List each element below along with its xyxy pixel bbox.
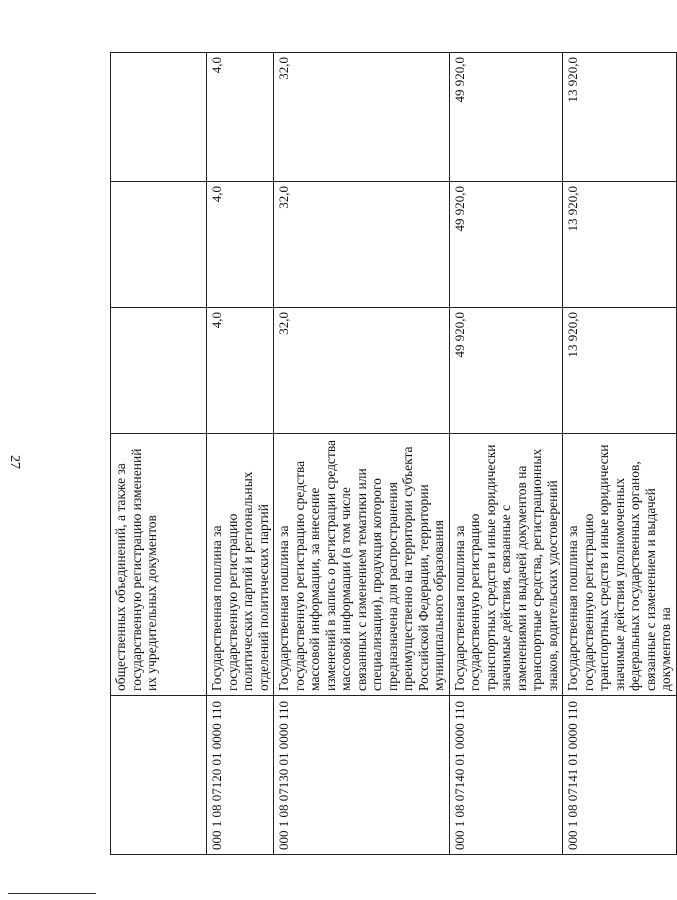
value-cell-2 <box>111 182 207 308</box>
value-cell-3: 49 920,0 <box>449 53 563 182</box>
description-cell: Государственная пошлина за государственную регистрацию политических партий и региональных отделений политических партий <box>207 434 274 696</box>
value-cell-1 <box>111 308 207 434</box>
value-cell-1: 32,0 <box>274 308 450 434</box>
value-cell-1: 4,0 <box>207 308 274 434</box>
budget-code-cell: 000 1 08 07140 01 0000 110 <box>449 696 563 855</box>
value-cell-2: 13 920,0 <box>563 182 677 308</box>
footer-rule <box>8 893 96 894</box>
description-cell: Государственная пошлина за государственную регистрацию транспортных средств и иные юридически значимые действия, связанные с изменениями и выдачей документов на транспортные средства, регистрационных знаков, водительских удостоверений <box>449 434 563 696</box>
description-cell: Государственная пошлина за государственную регистрацию транспортных средств и иные юридически значимые действия уполномоченных федеральных государственных органов, связанные с изменением и выдачей документов на <box>563 434 677 696</box>
value-cell-3: 32,0 <box>274 53 450 182</box>
rotated-table-container <box>110 57 673 855</box>
table-row <box>274 53 450 855</box>
budget-code-cell: 000 1 08 07141 01 0000 110 <box>563 696 677 855</box>
page-number: 27 <box>7 455 22 469</box>
value-cell-3: 13 920,0 <box>563 53 677 182</box>
description-cell: Государственная пошлина за государственную регистрацию средства массовой информации, за внесение изменений в запись о регистрации средства массовой информации (в том числе связанных с изменением тематики или специализации), продукция которого предназначена для распространения преимущественно на территории субъекта Российской Федерации, территории муниципального образования <box>274 434 450 696</box>
budget-code-cell: 000 1 08 07120 01 0000 110 <box>207 696 274 855</box>
value-cell-2: 49 920,0 <box>449 182 563 308</box>
description-cell: общественных объединений, а также за государственную регистрацию изменений их учредительных документов <box>111 434 207 696</box>
value-cell-2: 4,0 <box>207 182 274 308</box>
budget-code-cell <box>111 696 207 855</box>
value-cell-1: 49 920,0 <box>449 308 563 434</box>
value-cell-2: 32,0 <box>274 182 450 308</box>
value-cell-3 <box>111 53 207 182</box>
table-row <box>449 53 563 855</box>
table-row <box>563 53 677 855</box>
fee-table <box>110 52 677 855</box>
budget-code-cell: 000 1 08 07130 01 0000 110 <box>274 696 450 855</box>
value-cell-1: 13 920,0 <box>563 308 677 434</box>
table-row <box>111 53 207 855</box>
value-cell-3: 4,0 <box>207 53 274 182</box>
table-row <box>207 53 274 855</box>
